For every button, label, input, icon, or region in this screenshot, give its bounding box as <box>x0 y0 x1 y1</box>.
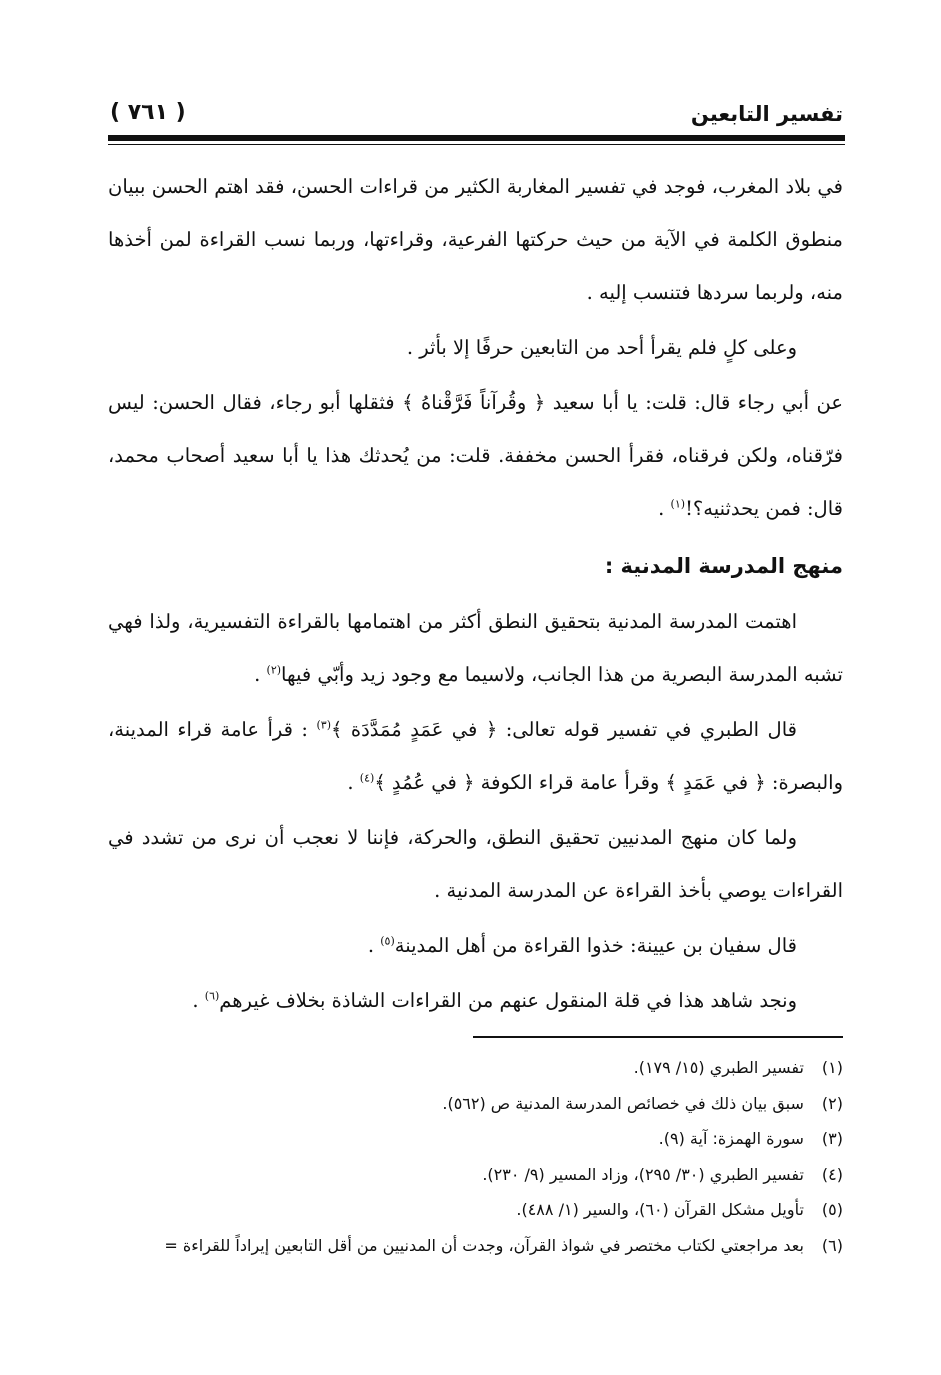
footnote-text: بعد مراجعتي لكتاب مختصر في شواذ القرآن، وجدت أن المدنيين من أقل التابعين إيراداً للقراءة = <box>164 1235 804 1255</box>
footnote-text: تأويل مشكل القرآن (٦٠)، والسير (١/ ٤٨٨). <box>516 1200 804 1219</box>
paragraph-1-text: في بلاد المغرب، فوجد في تفسير المغاربة الكثير من قراءات الحسن، فقد اهتم الحسن ببيان منطوق الكلمة في الآية من حيث حركتها الفرعية، وقراءتها، وربما نسب القراءة لمن أخذها منه، ولربما سردها فتنسب إليه . <box>108 175 843 304</box>
paragraph-5-text-a: قال الطبري في تفسير قوله تعالى: ﴿ في عَمَدٍ مُمَدَّدَة ﴾ <box>330 718 797 741</box>
footnote-number: (٤) <box>821 1164 843 1184</box>
paragraph-7-end: . <box>367 934 381 957</box>
footnote-number: (١) <box>821 1058 843 1077</box>
page-header <box>110 98 843 132</box>
footnote-item <box>100 1086 843 1122</box>
page-number: ( ٧٦١ ) <box>110 100 186 125</box>
paragraph-6 <box>108 811 843 917</box>
paragraph-8-end: . <box>192 989 205 1012</box>
footnote-ref-2: (٢) <box>266 663 282 677</box>
paragraph-8 <box>108 974 843 1027</box>
footnote-separator <box>473 1036 843 1038</box>
footnotes <box>100 1050 843 1263</box>
footnote-ref-4: (٤) <box>359 771 375 785</box>
footnote-text: سبق بيان ذلك في خصائص المدرسة المدنية ص (٥٦٢). <box>442 1093 804 1113</box>
paragraph-5-end: . <box>347 771 360 794</box>
paragraph-2 <box>108 321 843 374</box>
running-title: تفسير التابعين <box>690 102 843 126</box>
header-rule-thin <box>108 144 845 145</box>
footnote-text: تفسير الطبري (١٥/ ١٧٩). <box>633 1058 804 1077</box>
paragraph-3-end: . <box>658 497 671 520</box>
paragraph-5 <box>108 703 843 809</box>
section-heading: منهج المدرسة المدنية : <box>604 554 843 578</box>
footnote-number: (٦) <box>821 1235 843 1255</box>
paragraph-4-end: . <box>254 663 267 686</box>
paragraph-5-text-b: : قرأ عامة قراء المدينة، والبصرة: ﴿ في عَمَدٍ ﴾ وقرأ عامة قراء الكوفة ﴿ في عُمُدٍ ﴾ <box>108 718 843 794</box>
header-rule-thick <box>108 135 845 141</box>
footnote-number: (٥) <box>821 1200 843 1219</box>
footnote-number: (٢) <box>821 1093 843 1113</box>
footnote-ref-1: (١) <box>670 497 686 511</box>
paragraph-1 <box>108 160 843 319</box>
body-text <box>108 160 843 1027</box>
footnote-text: تفسير الطبري (٣٠/ ٢٩٥)، وزاد المسير (٩/ ٢٣٠). <box>482 1164 804 1184</box>
footnote-item <box>100 1157 843 1193</box>
footnote-text: سورة الهمزة: آية (٩). <box>658 1129 804 1148</box>
footnote-item <box>100 1050 843 1086</box>
footnote-item <box>100 1228 843 1264</box>
footnote-ref-3: (٣) <box>316 718 331 732</box>
footnote-ref-6: (٦) <box>204 989 220 1003</box>
paragraph-7-text: قال سفيان بن عيينة: خذوا القراءة من أهل المدينة <box>394 934 797 957</box>
paragraph-3-text: عن أبي رجاء قال: قلت: يا أبا سعيد ﴿ وقُرآناً فَرَّقْناهُ ﴾ فثقلها أبو رجاء، فقال الحسن: ليس فرّقناه، ولكن فرقناه، فقرأ الحسن مخففة. قلت: من يُحدثك هذا يا أبا سعيد أصحاب محمد، قال: فمن يحدثنيه؟! <box>108 391 843 520</box>
paragraph-7 <box>108 919 843 972</box>
paragraph-4-text: اهتمت المدرسة المدنية بتحقيق النطق أكثر من اهتمامها بالقراءة التفسيرية، ولذا فهي تشبه المدرسة البصرية من هذا الجانب، ولاسيما مع وجود زيد وأبّي فيها <box>108 610 843 686</box>
footnote-item <box>100 1192 843 1228</box>
paragraph-3 <box>108 376 843 535</box>
footnote-number: (٣) <box>821 1129 843 1148</box>
paragraph-8-text: ونجد شاهد هذا في قلة المنقول عنهم من القراءات الشاذة بخلاف غيرهم <box>219 989 797 1012</box>
footnote-ref-5: (٥) <box>380 934 395 948</box>
paragraph-4 <box>108 595 843 701</box>
footnote-item <box>100 1121 843 1157</box>
paragraph-6-text: ولما كان منهج المدنيين تحقيق النطق، والحركة، فإننا لا نعجب أن نرى من تشدد في القراءات يوصي بأخذ القراءة عن المدرسة المدنية . <box>108 826 843 902</box>
paragraph-2-text: وعلى كلٍ فلم يقرأ أحد من التابعين حرفًا إلا بأثر . <box>406 336 797 359</box>
